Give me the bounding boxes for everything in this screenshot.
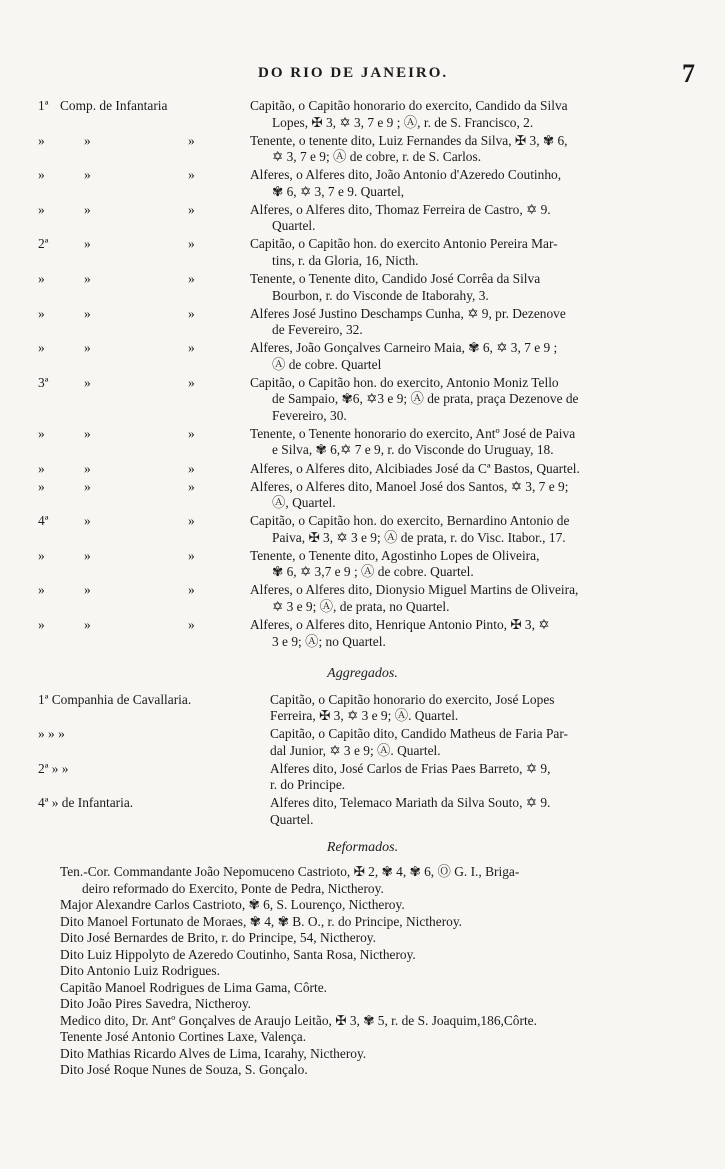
- ditto-mark: »: [188, 201, 195, 217]
- entry-line: Fevereiro, 30.: [272, 407, 347, 423]
- entry-line: r. do Principe.: [270, 777, 346, 793]
- reformado-item: [60, 963, 700, 980]
- entry-line: Dito Mathias Ricardo Alves de Lima, Icarahy, Nictheroy.: [60, 1045, 367, 1061]
- reformado-item: [60, 897, 700, 914]
- aggregado-entry: [270, 795, 694, 828]
- reformado-item: [60, 1029, 700, 1046]
- entry-line: Dito José Bernardes de Brito, r. do Principe, 54, Nictheroy.: [60, 930, 376, 945]
- reformado-item: [60, 930, 700, 947]
- entry-line: deiro reformado do Exercito, Ponte de Pedra, Nictheroy.: [82, 880, 384, 896]
- entry-line: Medico dito, Dr. Antº Gonçalves de Araujo Leitão, ✠ 3, ✾ 5, r. de S. Joaquim,186,Côrte.: [60, 1012, 537, 1028]
- ditto-mark: »: [84, 478, 91, 494]
- ditto-mark: »: [188, 236, 195, 252]
- ditto-mark: »: [188, 478, 195, 494]
- company-number: »: [38, 305, 45, 321]
- entry-line: Capitão, o Capitão honorario do exercito, José Lopes: [270, 691, 555, 707]
- ditto-mark: »: [84, 617, 91, 632]
- ditto-mark: »: [84, 271, 91, 286]
- reformado-item: [60, 864, 700, 897]
- officer-entry: [250, 513, 692, 546]
- entry-line: Dito Manoel Fortunato de Moraes, ✾ 4, ✾ B. O., r. do Principe, Nictheroy.: [60, 913, 463, 929]
- entry-line: e Silva, ✾ 6,✡ 7 e 9, r. do Visconde do Uruguay, 18.: [272, 442, 554, 458]
- ditto-mark: »: [188, 582, 195, 598]
- ditto-mark: »: [188, 167, 195, 183]
- reformado-item: [60, 996, 700, 1013]
- officer-entry: [250, 582, 692, 615]
- entry-line: ✡ 3 e 9; Ⓐ, de prata, no Quartel.: [272, 598, 450, 614]
- entry-line: Dito Antonio Luiz Rodrigues.: [60, 963, 220, 978]
- company-number: »: [38, 425, 45, 441]
- company-number: 1ª: [38, 98, 49, 113]
- entry-line: Alferes, o Alferes dito, Dionysio Miguel Martins de Oliveira,: [250, 582, 579, 598]
- entry-line: Dito José Roque Nunes de Souza, S. Gonçalo.: [60, 1062, 308, 1077]
- ditto-mark: »: [84, 374, 91, 390]
- entry-line: ✡ 3, 7 e 9; Ⓐ de cobre, r. de S. Carlos.: [272, 149, 482, 165]
- entry-line: Paiva, ✠ 3, ✡ 3 e 9; Ⓐ de prata, r. do Visc. Itabor., 17.: [272, 529, 566, 545]
- aggregado-entry: [270, 726, 694, 759]
- company-number: »: [38, 478, 45, 494]
- entry-line: Ⓐ, Quartel.: [272, 495, 336, 511]
- reformado-item: [60, 1013, 700, 1030]
- officer-entry: [250, 167, 692, 200]
- entry-line: Ⓐ de cobre. Quartel: [272, 356, 382, 372]
- entry-line: Dito João Pires Savedra, Nictheroy.: [60, 996, 252, 1011]
- company-number: 2ª: [38, 236, 49, 252]
- ditto-mark: »: [188, 340, 195, 356]
- reformado-item: [60, 1062, 700, 1079]
- company-number: »: [38, 132, 45, 148]
- entry-line: Alferes José Justino Deschamps Cunha, ✡ 9, pr. Dezenove: [250, 305, 566, 321]
- entry-line: 3 e 9; Ⓐ; no Quartel.: [272, 633, 386, 649]
- aggregado-unit: 1ª Companhia de Cavallaria.: [38, 691, 192, 707]
- aggregado-unit: 4ª » de Infantaria.: [38, 795, 134, 811]
- company-number: »: [38, 201, 45, 217]
- entry-line: Alferes dito, Telemaco Mariath da Silva Souto, ✡ 9.: [270, 795, 551, 811]
- ditto-mark: »: [188, 617, 195, 632]
- ditto-mark: »: [188, 271, 195, 286]
- entry-line: Capitão, o Capitão hon. do exercito Antonio Pereira Mar-: [250, 236, 558, 252]
- officer-entry: [250, 133, 692, 166]
- ditto-mark: »: [84, 547, 91, 563]
- entry-line: Capitão, o Capitão dito, Candido Matheus de Faria Par-: [270, 726, 568, 742]
- reformados-list: [60, 864, 700, 1079]
- officer-entry: [250, 306, 692, 339]
- running-title: DO RIO DE JANEIRO.: [258, 65, 449, 81]
- aggregado-unit: 2ª » »: [38, 760, 69, 776]
- company-number: »: [38, 547, 45, 563]
- officer-entry: [250, 98, 692, 131]
- entry-line: Alferes, o Alferes dito, Alcibiades José da Cª Bastos, Quartel.: [250, 460, 580, 476]
- ditto-mark: »: [188, 547, 195, 563]
- company-number: »: [38, 271, 45, 286]
- page-number: 7: [682, 59, 695, 88]
- officer-entry: [250, 340, 692, 373]
- ditto-mark: »: [84, 236, 91, 252]
- officer-entry: [250, 202, 692, 235]
- entry-line: Quartel.: [270, 811, 314, 827]
- entry-line: Alferes, o Alferes dito, João Antonio d'Azeredo Coutinho,: [250, 167, 562, 183]
- entry-line: Capitão Manoel Rodrigues de Lima Gama, Côrte.: [60, 979, 328, 995]
- unit-label: Comp. de Infantaria: [60, 98, 168, 113]
- officer-entry: [250, 426, 692, 459]
- ditto-mark: »: [84, 167, 91, 183]
- officer-entry: [250, 236, 692, 269]
- company-number: 3ª: [38, 374, 49, 390]
- aggregados-heading: Aggregados.: [327, 665, 398, 681]
- entry-line: Bourbon, r. do Visconde de Itaborahy, 3.: [272, 287, 489, 303]
- ditto-mark: »: [84, 582, 91, 598]
- ditto-mark: »: [84, 340, 91, 356]
- entry-line: Alferes, o Alferes dito, Henrique Antonio Pinto, ✠ 3, ✡: [250, 617, 550, 632]
- entry-line: Capitão, o Capitão honorario do exercito, Candido da Silva: [250, 98, 568, 113]
- entry-line: Ferreira, ✠ 3, ✡ 3 e 9; Ⓐ. Quartel.: [270, 708, 459, 724]
- ditto-mark: »: [188, 305, 195, 321]
- entry-line: Lopes, ✠ 3, ✡ 3, 7 e 9 ; Ⓐ, r. de S. Francisco, 2.: [272, 114, 534, 130]
- ditto-mark: »: [188, 460, 195, 476]
- entry-line: Quartel.: [272, 218, 316, 234]
- company-number: »: [38, 167, 45, 183]
- reformado-item: [60, 1046, 700, 1063]
- officer-entry: [250, 548, 692, 581]
- entry-line: Ten.-Cor. Commandante João Nepomuceno Castrioto, ✠ 2, ✾ 4, ✾ 6, Ⓞ G. I., Briga-: [60, 864, 520, 879]
- entry-line: Dito Luiz Hippolyto de Azeredo Coutinho, Santa Rosa, Nictheroy.: [60, 946, 416, 962]
- ditto-mark: »: [84, 132, 91, 148]
- ditto-mark: »: [188, 425, 195, 441]
- aggregado-entry: [270, 761, 694, 794]
- company-number: »: [38, 460, 45, 476]
- entry-line: dal Junior, ✡ 3 e 9; Ⓐ. Quartel.: [270, 742, 441, 758]
- company-number: »: [38, 340, 45, 356]
- officer-entry: [250, 271, 692, 304]
- reformado-item: [60, 914, 700, 931]
- entry-line: Capitão, o Capitão hon. do exercito, Antonio Moniz Tello: [250, 374, 559, 390]
- entry-line: Tenente, o tenente dito, Luiz Fernandes da Silva, ✠ 3, ✾ 6,: [250, 132, 568, 148]
- entry-line: Alferes, João Gonçalves Carneiro Maia, ✾ 6, ✡ 3, 7 e 9 ;: [250, 340, 558, 356]
- officer-entry: [250, 461, 692, 478]
- page-header: [0, 59, 725, 91]
- entry-line: ✾ 6, ✡ 3, 7 e 9. Quartel,: [272, 183, 405, 199]
- entry-line: Alferes, o Alferes dito, Thomaz Ferreira de Castro, ✡ 9.: [250, 201, 551, 217]
- ditto-mark: »: [84, 460, 91, 476]
- ditto-mark: »: [188, 132, 195, 148]
- entry-line: Alferes dito, José Carlos de Frias Paes Barreto, ✡ 9,: [270, 760, 551, 776]
- aggregado-unit: » » »: [38, 726, 65, 742]
- officer-entry: [250, 617, 692, 650]
- company-number: »: [38, 582, 45, 598]
- reformado-item: [60, 947, 700, 964]
- entry-line: Capitão, o Capitão hon. do exercito, Bernardino Antonio de: [250, 513, 570, 529]
- entry-line: Tenente, o Tenente dito, Candido José Corrêa da Silva: [250, 271, 541, 286]
- ditto-mark: »: [84, 513, 91, 529]
- entry-line: ✾ 6, ✡ 3,7 e 9 ; Ⓐ de cobre. Quartel.: [272, 564, 474, 580]
- entry-line: Tenente José Antonio Cortines Laxe, Valença.: [60, 1029, 307, 1044]
- company-number: »: [38, 617, 45, 632]
- entry-line: tins, r. da Gloria, 16, Nicth.: [272, 252, 419, 268]
- ditto-mark: »: [188, 374, 195, 390]
- officer-entry: [250, 375, 692, 425]
- company-number: 4ª: [38, 513, 49, 529]
- officer-entry: [250, 479, 692, 512]
- ditto-mark: »: [84, 201, 91, 217]
- entry-line: de Sampaio, ✾6, ✡3 e 9; Ⓐ de prata, praça Dezenove de: [272, 391, 579, 407]
- entry-line: de Fevereiro, 32.: [272, 322, 363, 338]
- entry-line: Alferes, o Alferes dito, Manoel José dos Santos, ✡ 3, 7 e 9;: [250, 478, 569, 494]
- entry-line: Tenente, o Tenente dito, Agostinho Lopes de Oliveira,: [250, 547, 540, 563]
- ditto-mark: »: [84, 305, 91, 321]
- entry-line: Tenente, o Tenente honorario do exercito, Antº José de Paiva: [250, 425, 576, 441]
- entry-line: Major Alexandre Carlos Castrioto, ✾ 6, S. Lourenço, Nictheroy.: [60, 897, 405, 912]
- ditto-mark: »: [188, 513, 195, 529]
- ditto-mark: »: [84, 425, 91, 441]
- reformados-heading: Reformados.: [326, 840, 399, 855]
- reformado-item: [60, 980, 700, 997]
- aggregado-entry: [270, 692, 694, 725]
